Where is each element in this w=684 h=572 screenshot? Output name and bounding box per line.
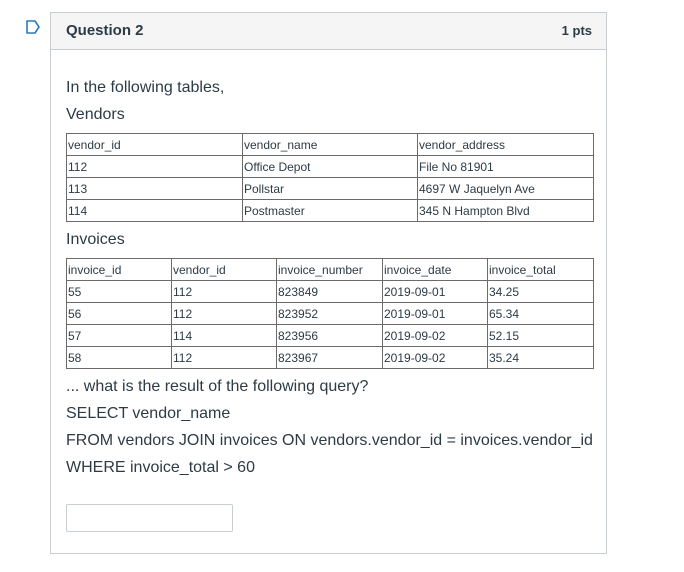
table-cell: 112: [172, 303, 277, 325]
table-cell: 112: [172, 281, 277, 303]
table-cell: 823956: [277, 325, 383, 347]
table-cell: 345 N Hampton Blvd: [418, 200, 594, 222]
table-cell: 35.24: [488, 347, 594, 369]
table-cell: 55: [67, 281, 172, 303]
table-cell: 34.25: [488, 281, 594, 303]
table-cell: 823967: [277, 347, 383, 369]
question-prompt: ... what is the result of the following query?: [66, 378, 369, 395]
table-header-cell: invoice_number: [277, 259, 383, 281]
vendors-table: [66, 133, 594, 222]
table-cell: 114: [67, 200, 243, 222]
question-title: Question 2: [66, 22, 144, 39]
table-row: [67, 347, 594, 369]
table-cell: 65.34: [488, 303, 594, 325]
table-header-cell: invoice_date: [383, 259, 488, 281]
table-cell: Pollstar: [243, 178, 418, 200]
table-cell: Postmaster: [243, 200, 418, 222]
question-header: [51, 13, 606, 50]
table-cell: 823952: [277, 303, 383, 325]
invoices-label: Invoices: [66, 231, 125, 248]
table-cell: 58: [67, 347, 172, 369]
table-header-cell: vendor_id: [172, 259, 277, 281]
table-row: [67, 156, 594, 178]
table-row: [67, 200, 594, 222]
query-line-from: FROM vendors JOIN invoices ON vendors.vendor_id = invoices.vendor_id: [66, 432, 593, 449]
table-header-cell: vendor_name: [243, 134, 418, 156]
table-cell: 114: [172, 325, 277, 347]
table-row: [67, 178, 594, 200]
table-cell: 823849: [277, 281, 383, 303]
table-header-cell: vendor_address: [418, 134, 594, 156]
table-cell: 4697 W Jaquelyn Ave: [418, 178, 594, 200]
question-intro: In the following tables,: [66, 79, 225, 96]
table-cell: 57: [67, 325, 172, 347]
table-cell: 112: [67, 156, 243, 178]
invoices-table: [66, 258, 594, 369]
table-cell: 2019-09-01: [383, 281, 488, 303]
table-cell: 2019-09-01: [383, 303, 488, 325]
question-card: [50, 12, 607, 554]
table-header-row: [67, 134, 594, 156]
query-line-select: SELECT vendor_name: [66, 405, 231, 422]
table-cell: 56: [67, 303, 172, 325]
table-row: [67, 303, 594, 325]
table-cell: 112: [172, 347, 277, 369]
question-points: 1 pts: [561, 23, 592, 38]
table-cell: Office Depot: [243, 156, 418, 178]
table-row: [67, 281, 594, 303]
table-header-cell: invoice_id: [67, 259, 172, 281]
table-header-row: [67, 259, 594, 281]
table-cell: 2019-09-02: [383, 347, 488, 369]
table-cell: 52.15: [488, 325, 594, 347]
table-cell: 113: [67, 178, 243, 200]
bookmark-flag-icon[interactable]: [25, 19, 41, 35]
answer-input[interactable]: [66, 504, 233, 532]
table-cell: File No 81901: [418, 156, 594, 178]
table-row: [67, 325, 594, 347]
table-header-cell: invoice_total: [488, 259, 594, 281]
table-header-cell: vendor_id: [67, 134, 243, 156]
query-line-where: WHERE invoice_total > 60: [66, 459, 255, 476]
vendors-label: Vendors: [66, 106, 125, 123]
table-cell: 2019-09-02: [383, 325, 488, 347]
